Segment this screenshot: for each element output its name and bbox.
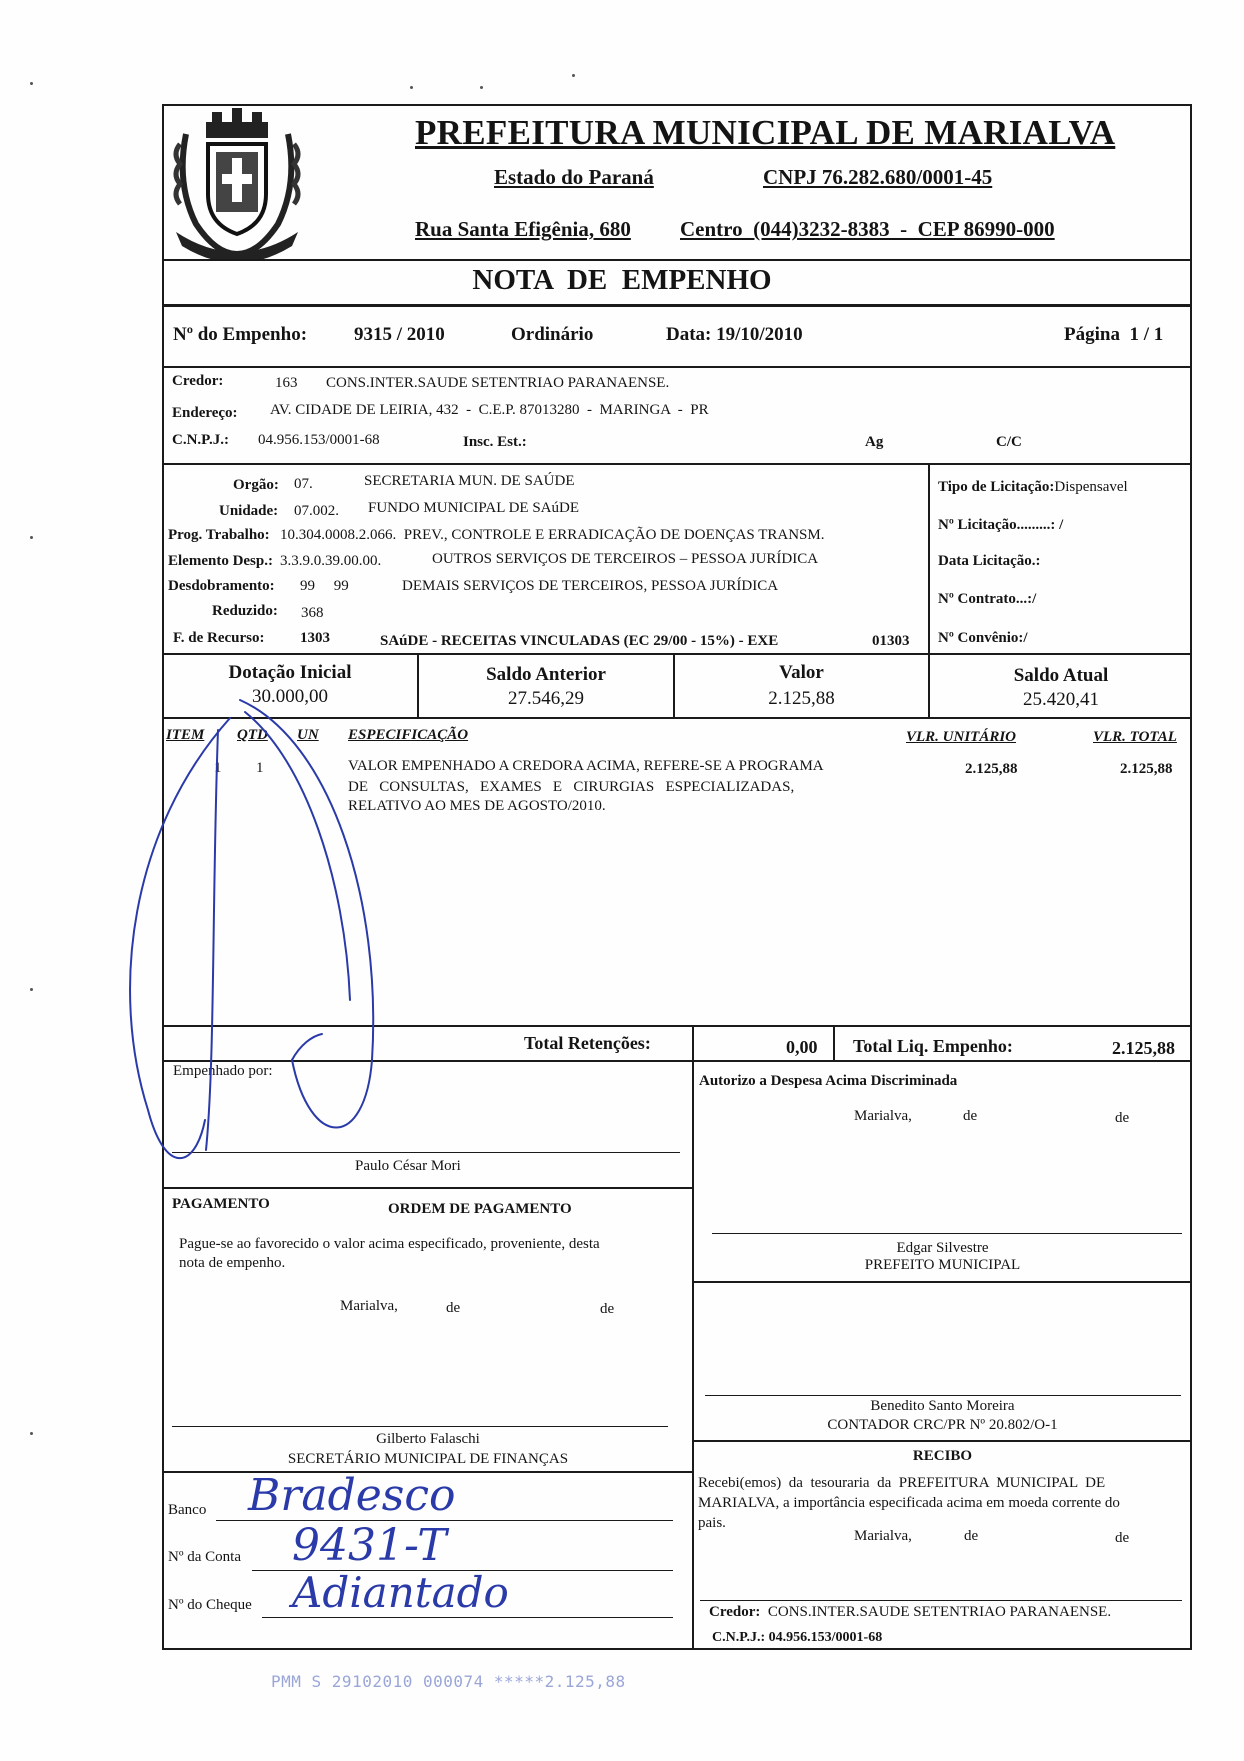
total-retencoes-label: Total Retenções: bbox=[524, 1033, 651, 1053]
elemento-label: Elemento Desp.: bbox=[168, 553, 273, 569]
empenho-number-label: Nº do Empenho: bbox=[173, 324, 308, 345]
elemento-name: OUTROS SERVIÇOS DE TERCEIROS – PESSOA JURÍDICA bbox=[432, 551, 819, 567]
prefeito-title: PREFEITO MUNICIPAL bbox=[864, 1257, 1021, 1273]
orgao-label: Orgão: bbox=[233, 477, 279, 493]
cnpj-prefeitura: CNPJ 76.282.680/0001-45 bbox=[763, 165, 993, 189]
empenhado-por-label: Empenhado por: bbox=[173, 1063, 273, 1079]
numero-contrato: Nº Contrato...:/ bbox=[938, 591, 1037, 607]
prog-trabalho-value: 10.304.0008.2.066. PREV., CONTROLE E ERRADICAÇÃO DE DOENÇAS TRANSM. bbox=[280, 527, 825, 543]
data-licitacao: Data Licitação.: bbox=[938, 553, 1041, 569]
bank-stamp: PMM S 29102010 000074 *****2.125,88 bbox=[271, 1672, 626, 1691]
prefeitura-contact: Centro (044)3232-8383 - CEP 86990-000 bbox=[680, 217, 1055, 241]
estado-label: Estado do Paraná bbox=[494, 165, 654, 189]
dotacao-value: 30.000,00 bbox=[252, 686, 328, 707]
cheque-label: Nº do Cheque bbox=[168, 1597, 252, 1613]
autorizo-city: Marialva, bbox=[854, 1108, 912, 1124]
item-description-line: DE CONSULTAS, EXAMES E CIRURGIAS ESPECIALIZADAS, bbox=[348, 779, 795, 795]
saldo-atual-label: Saldo Atual bbox=[1013, 665, 1109, 686]
prefeitura-address: Rua Santa Efigênia, 680 bbox=[415, 217, 631, 241]
reduzido-value: 368 bbox=[301, 605, 324, 621]
credor-address: AV. CIDADE DE LEIRIA, 432 - C.E.P. 87013280 - MARINGA - PR bbox=[270, 402, 709, 418]
col-item: ITEM bbox=[166, 727, 205, 743]
unidade-label: Unidade: bbox=[219, 503, 279, 519]
recurso-name: SAúDE - RECEITAS VINCULADAS (EC 29/00 - 15%) - EXE bbox=[380, 633, 779, 649]
orgao-name: SECRETARIA MUN. DE SAÚDE bbox=[364, 473, 575, 489]
pen-stroke-loop bbox=[130, 718, 230, 1158]
dotacao-label: Dotação Inicial bbox=[228, 662, 352, 683]
handwritten-cheque: Adiantado bbox=[292, 1568, 509, 1617]
prefeito-name: Edgar Silvestre bbox=[896, 1240, 989, 1256]
recibo-text: MARIALVA, a importância especificada acima em moeda corrente do bbox=[698, 1495, 1120, 1511]
endereco-label: Endereço: bbox=[172, 405, 238, 421]
pagamento-text: Pague-se ao favorecido o valor acima especificado, proveniente, desta bbox=[179, 1236, 600, 1252]
col-qtd: QTD bbox=[237, 727, 268, 743]
ordem-pagamento-label: ORDEM DE PAGAMENTO bbox=[388, 1201, 572, 1217]
conta-label: Nº da Conta bbox=[168, 1549, 241, 1565]
secretario-name: Gilberto Falaschi bbox=[376, 1431, 480, 1447]
total-liquido-label: Total Liq. Empenho: bbox=[853, 1036, 1013, 1056]
item-qtd: 1 bbox=[256, 760, 264, 776]
insc-est-label: Insc. Est.: bbox=[463, 434, 527, 450]
recibo-date-de: de bbox=[1115, 1530, 1130, 1546]
recurso-num: 01303 bbox=[872, 633, 910, 649]
recibo-date-de: de bbox=[964, 1528, 979, 1544]
secretario-title: SECRETÁRIO MUNICIPAL DE FINANÇAS bbox=[287, 1451, 569, 1467]
recibo-city: Marialva, bbox=[854, 1528, 912, 1544]
saldo-anterior-value: 27.546,29 bbox=[508, 688, 584, 709]
elemento-code: 3.3.9.0.39.00.00. bbox=[280, 553, 382, 569]
pagamento-city: Marialva, bbox=[340, 1298, 398, 1314]
pagamento-label: PAGAMENTO bbox=[172, 1196, 270, 1212]
recurso-code: 1303 bbox=[300, 630, 330, 646]
desdobramento-name: DEMAIS SERVIÇOS DE TERCEIROS, PESSOA JURÍDICA bbox=[402, 578, 779, 594]
pagamento-text: nota de empenho. bbox=[179, 1255, 286, 1271]
handwritten-conta: 9431-T bbox=[292, 1520, 447, 1571]
item-total-value: 2.125,88 bbox=[1120, 761, 1173, 777]
credor-label: Credor: bbox=[172, 373, 224, 389]
autorizo-date-de: de bbox=[963, 1108, 978, 1124]
handwritten-banco: Bradesco bbox=[248, 1470, 456, 1521]
item-number: 1 bbox=[214, 760, 222, 776]
prefeitura-title: PREFEITURA MUNICIPAL DE MARIALVA bbox=[415, 113, 1116, 152]
cnpj-label: C.N.P.J.: bbox=[172, 432, 229, 448]
reduzido-label: Reduzido: bbox=[212, 603, 278, 619]
autorizo-date-de: de bbox=[1115, 1110, 1130, 1126]
recurso-label: F. de Recurso: bbox=[173, 630, 265, 646]
recibo-text: Recebi(emos) da tesouraria da PREFEITURA MUNICIPAL DE bbox=[698, 1475, 1106, 1491]
prog-trabalho-label: Prog. Trabalho: bbox=[168, 527, 270, 543]
pagamento-date-de: de bbox=[446, 1300, 461, 1316]
tipo-licitacao: Tipo de Licitação:Dispensavel bbox=[938, 479, 1128, 495]
conta-corrente-label: C/C bbox=[996, 434, 1022, 450]
autorizo-label: Autorizo a Despesa Acima Discriminada bbox=[699, 1073, 958, 1089]
recibo-cnpj: C.N.P.J.: 04.956.153/0001-68 bbox=[712, 1630, 883, 1645]
numero-licitacao: Nº Licitação.........: / bbox=[938, 517, 1064, 533]
credor-code: 163 bbox=[275, 375, 298, 391]
nota-title: NOTA DE EMPENHO bbox=[472, 264, 772, 296]
contador-title: CONTADOR CRC/PR Nº 20.802/O-1 bbox=[827, 1417, 1058, 1433]
desdobramento-label: Desdobramento: bbox=[168, 578, 275, 594]
credor-name: CONS.INTER.SAUDE SETENTRIAO PARANAENSE. bbox=[326, 375, 670, 391]
empenhado-por-name: Paulo César Mori bbox=[355, 1158, 461, 1174]
total-retencoes-value: 0,00 bbox=[786, 1037, 818, 1057]
empenho-date: Data: 19/10/2010 bbox=[666, 324, 803, 345]
saldo-anterior-label: Saldo Anterior bbox=[486, 664, 606, 685]
pagamento-date-de: de bbox=[600, 1301, 615, 1317]
valor-value: 2.125,88 bbox=[768, 688, 835, 709]
saldo-atual-value: 25.420,41 bbox=[1023, 689, 1099, 710]
valor-label: Valor bbox=[779, 662, 824, 683]
orgao-code: 07. bbox=[294, 476, 313, 492]
item-description-line: VALOR EMPENHADO A CREDORA ACIMA, REFERE-SE A PROGRAMA bbox=[348, 758, 824, 774]
unidade-code: 07.002. bbox=[294, 503, 339, 519]
col-valor-unitario: VLR. UNITÁRIO bbox=[906, 729, 1017, 745]
recibo-credor: Credor: CONS.INTER.SAUDE SETENTRIAO PARANAENSE. bbox=[709, 1604, 1112, 1620]
page-number: Página 1 / 1 bbox=[1064, 324, 1164, 345]
numero-convenio: Nº Convênio:/ bbox=[938, 630, 1028, 646]
item-description-line: RELATIVO AO MES DE AGOSTO/2010. bbox=[348, 798, 606, 814]
item-unit-value: 2.125,88 bbox=[965, 761, 1018, 777]
recibo-title: RECIBO bbox=[912, 1448, 973, 1464]
total-liquido-value: 2.125,88 bbox=[1112, 1038, 1175, 1058]
recibo-text: pais. bbox=[698, 1515, 726, 1531]
credor-cnpj: 04.956.153/0001-68 bbox=[258, 432, 380, 448]
empenho-type: Ordinário bbox=[511, 324, 594, 345]
empenho-number: 9315 / 2010 bbox=[354, 324, 445, 345]
agencia-label: Ag bbox=[865, 434, 884, 450]
unidade-name: FUNDO MUNICIPAL DE SAúDE bbox=[368, 500, 579, 516]
banco-label: Banco bbox=[168, 1502, 207, 1518]
desdobramento-code: 99 99 bbox=[300, 578, 349, 594]
col-un: UN bbox=[297, 727, 319, 743]
col-especificacao: ESPECIFICAÇÃO bbox=[348, 727, 469, 743]
col-valor-total: VLR. TOTAL bbox=[1093, 729, 1177, 745]
contador-name: Benedito Santo Moreira bbox=[870, 1398, 1015, 1414]
